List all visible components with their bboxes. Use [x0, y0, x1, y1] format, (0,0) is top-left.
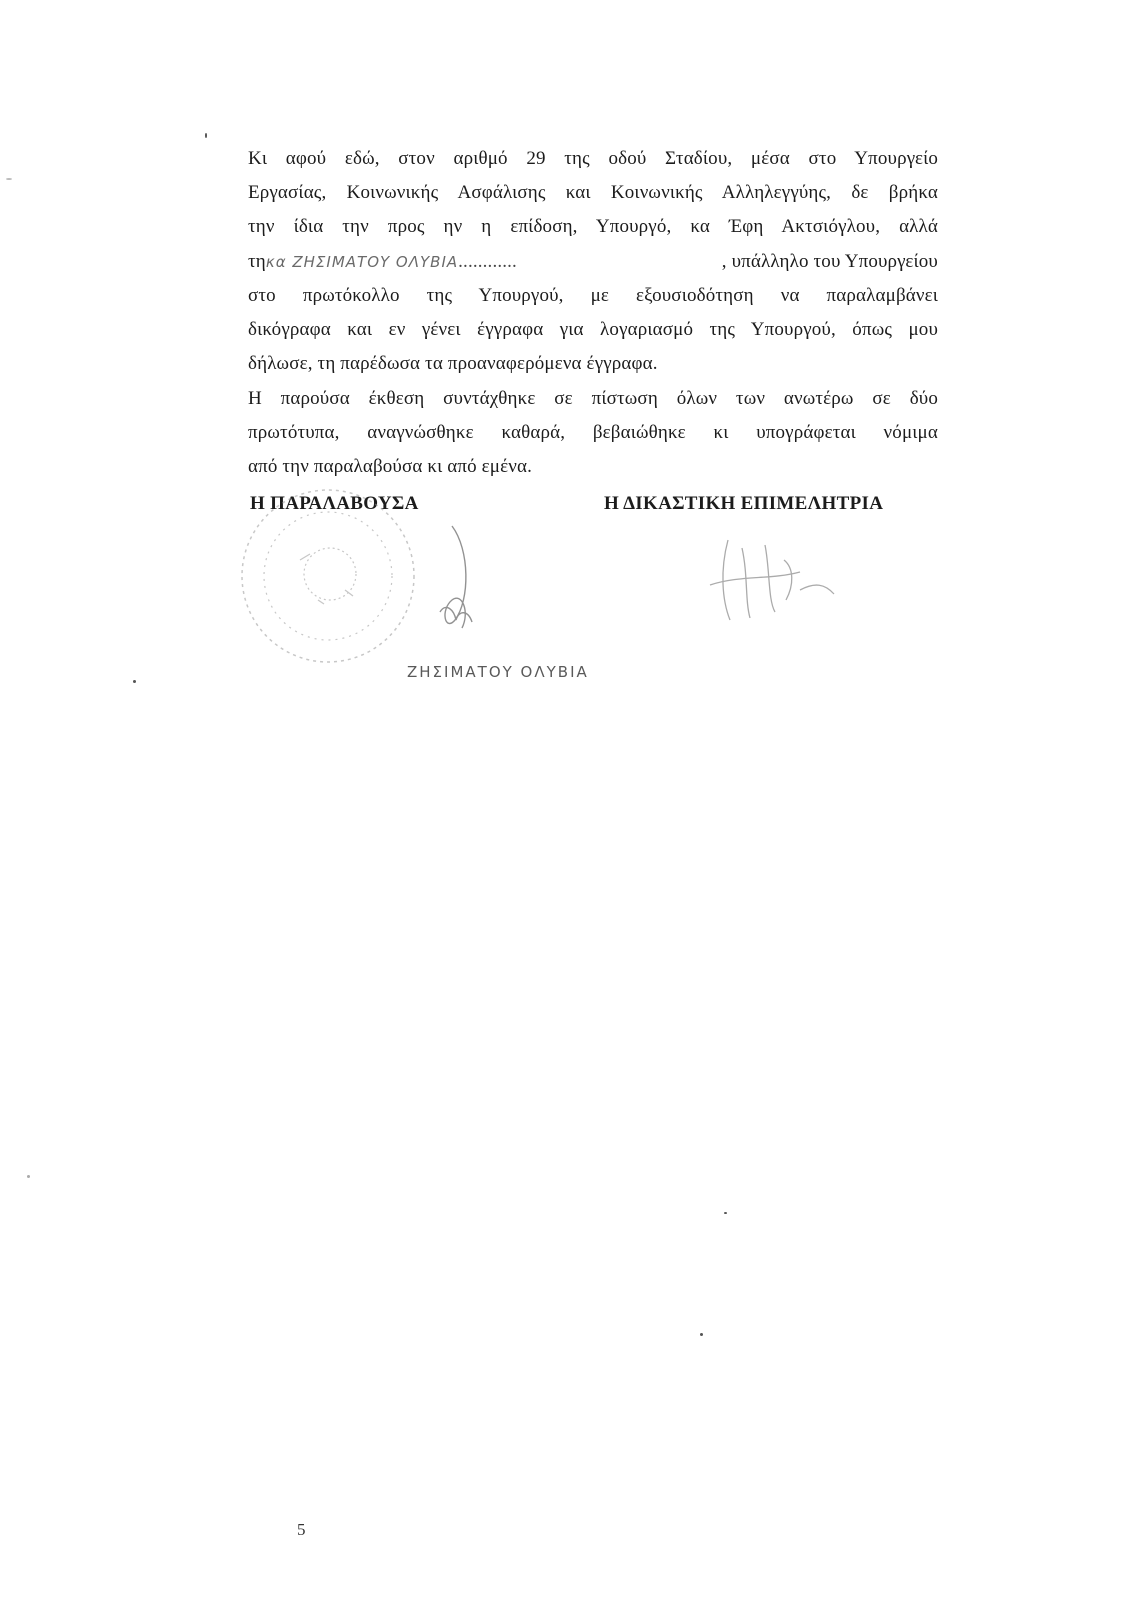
handwritten-recipient-name: κα ΖΗΣΙΜΑΤΟΥ ΟΛΥΒΙΑ: [265, 253, 459, 271]
body-line-10: από την παραλαβούσα κι από εμένα.: [248, 456, 533, 477]
body-line-2: Εργασίας, Κοινωνικής Ασφάλισης και Κοινωνικής Αλληλεγγύης, δε βρήκα: [248, 182, 938, 203]
body-line-7: δήλωσε, τη παρέδωσα τα προαναφερόμενα έγγραφα.: [248, 353, 658, 374]
recipient-printed-name: ΖΗΣΙΜΑΤΟΥ ΟΛΥΒΙΑ: [407, 663, 589, 681]
fill-prefix: τη: [248, 251, 266, 272]
recipient-signature: [440, 526, 472, 628]
body-line-1: Κι αφού εδώ, στον αριθμό 29 της οδού Σταδίου, μέσα στο Υπουργείο: [248, 148, 938, 169]
scan-speck: [724, 1212, 727, 1214]
bailiff-signature: [710, 540, 834, 620]
body-line-6: δικόγραφα και εν γένει έγγραφα για λογαριασμό της Υπουργού, όπως μου: [248, 319, 938, 340]
body-line-5: στο πρωτόκολλο της Υπουργού, με εξουσιοδότηση να παραλαμβάνει: [248, 285, 938, 306]
scan-speck: [700, 1333, 703, 1336]
scan-speck: [205, 133, 207, 138]
body-line-8: Η παρούσα έκθεση συντάχθηκε σε πίστωση όλων των ανωτέρω σε δύο: [248, 388, 938, 409]
body-line-9: πρωτότυπα, αναγνώσθηκε καθαρά, βεβαιώθηκε κι υπογράφεται νόμιμα: [248, 422, 938, 443]
scan-speck: [6, 178, 12, 180]
scan-speck: [133, 680, 136, 683]
recipient-signature-title: Η ΠΑΡΑΛΑΒΟΥΣΑ: [250, 493, 419, 514]
official-stamp: [242, 490, 414, 662]
bailiff-signature-title: Η ΔΙΚΑΣΤΙΚΗ ΕΠΙΜΕΛΗΤΡΙΑ: [604, 493, 884, 514]
fill-dots: ............: [458, 251, 517, 272]
page-number: 5: [297, 1520, 306, 1539]
scan-speck: [27, 1175, 30, 1178]
body-line-3: την ίδια την προς ην η επίδοση, Υπουργό, κα Έφη Ακτσιόγλου, αλλά: [248, 216, 938, 237]
fill-suffix: , υπάλληλο του Υπουργείου: [721, 251, 938, 272]
